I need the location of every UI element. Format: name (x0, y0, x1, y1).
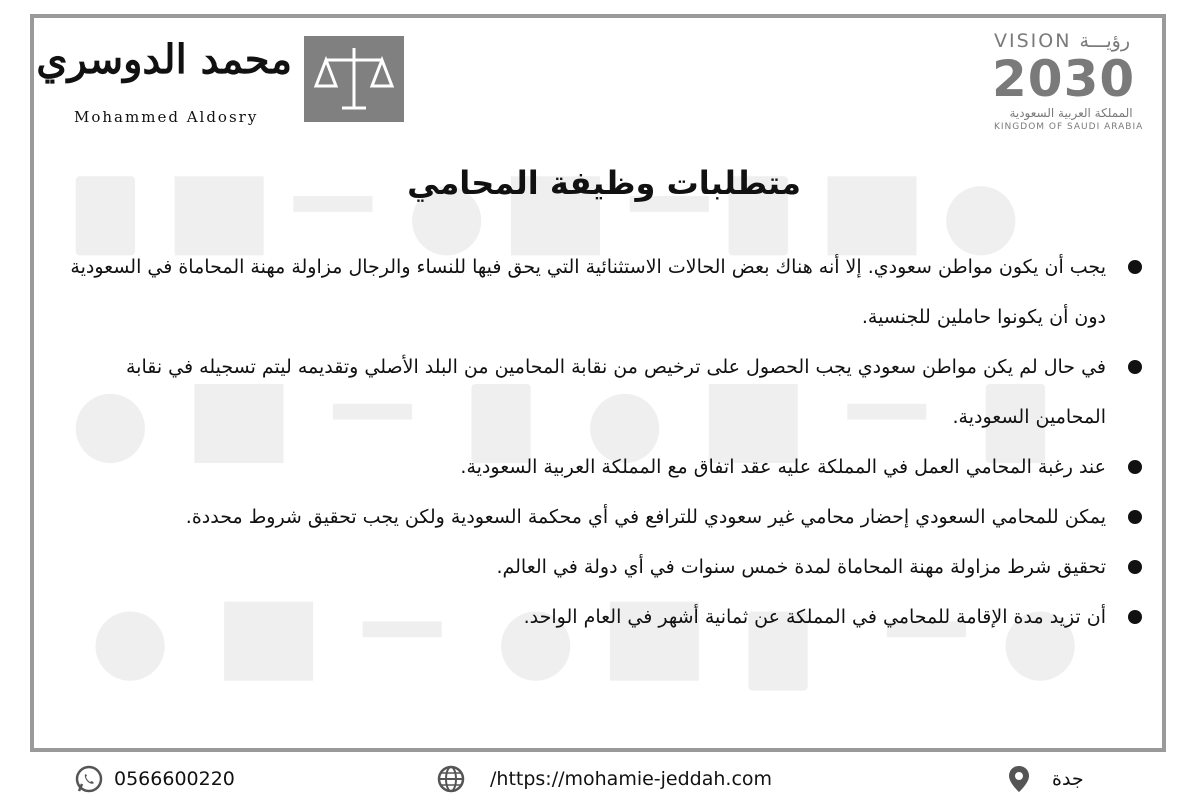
list-item (70, 442, 1150, 492)
bullet-icon (1128, 360, 1142, 374)
list-item (70, 492, 1150, 542)
footer-website[interactable] (436, 764, 772, 794)
vision-2030-logo (986, 28, 1156, 138)
globe-icon (436, 764, 466, 794)
phone-number: 0566600220 (114, 768, 235, 790)
footer-location (1004, 764, 1084, 794)
bullet-icon (1128, 510, 1142, 524)
list-item (70, 542, 1150, 592)
bullet-icon (1128, 560, 1142, 574)
city-name: جدة (1052, 768, 1084, 790)
footer-phone[interactable] (74, 764, 235, 794)
requirement-text: يمكن للمحامي السعودي إحضار محامي غير سعودي للترافع في أي محكمة السعودية ولكن يجب تحقيق شروط محددة. (185, 506, 1106, 528)
requirement-text: أن تزيد مدة الإقامة للمحامي في المملكة عن ثمانية أشهر في العام الواحد. (523, 606, 1106, 628)
requirement-text: تحقيق شرط مزاولة مهنة المحاماة لمدة خمس سنوات في أي دولة في العالم. (496, 556, 1106, 578)
brand-name-arabic: محمد الدوسري (36, 36, 292, 83)
bullet-icon (1128, 610, 1142, 624)
requirement-text: يجب أن يكون مواطن سعودي. إلا أنه هناك بعض الحالات الاستثنائية التي يحق فيها للنساء والرجال مزاولة مهنة المحاماة في السعودية دون أن يكونوا حاملين للجنسية. (70, 256, 1106, 328)
footer-bar (0, 760, 1200, 800)
requirements-list (70, 242, 1150, 642)
vision-country-english: KINGDOM OF SAUDI ARABIA (994, 122, 1144, 132)
vision-year: 2030 (992, 50, 1136, 108)
requirement-text: في حال لم يكن مواطن سعودي يجب الحصول على ترخيص من نقابة المحامين من البلد الأصلي وتقديمه ليتم تسجيله في نقابة المحامين السعودية. (125, 356, 1106, 428)
whatsapp-icon (74, 764, 104, 794)
bullet-icon (1128, 260, 1142, 274)
scales-of-justice-icon (304, 36, 404, 122)
vision-country-arabic: المملكة العربية السعودية (1009, 106, 1133, 120)
list-item (70, 342, 1150, 442)
requirement-text: عند رغبة المحامي العمل في المملكة عليه عقد اتفاق مع المملكة العربية السعودية. (460, 456, 1106, 478)
brand-name-english: Mohammed Aldosry (74, 108, 259, 126)
content-frame (30, 14, 1166, 752)
vision-label: VISION رؤيـــة (994, 30, 1131, 52)
location-pin-icon (1004, 764, 1034, 794)
bullet-icon (1128, 460, 1142, 474)
website-url: /https://mohamie-jeddah.com (490, 768, 773, 790)
list-item (70, 242, 1150, 342)
page-title: متطلبات وظيفة المحامي (407, 164, 801, 202)
list-item (70, 592, 1150, 642)
brand-logo (36, 36, 404, 126)
